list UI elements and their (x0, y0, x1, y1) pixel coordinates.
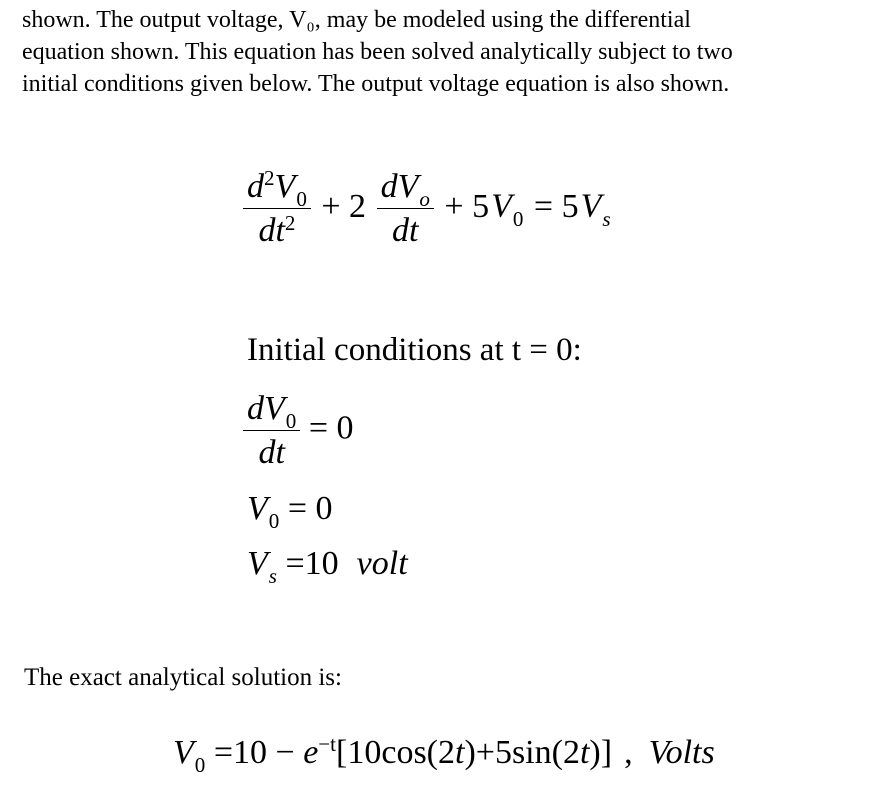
equals-five: = 5 (533, 187, 579, 225)
intro-line-3: initial conditions given below. The output voltage equation is also shown. (22, 71, 730, 97)
voltage-initial-condition: $V_0 = 0$ (247, 490, 333, 533)
intro-paragraph (22, 4, 862, 100)
source-voltage-symbol: V (580, 187, 602, 225)
first-derivative-denominator: dt (392, 212, 419, 250)
initial-conditions-title: Initial conditions at t = 0: (247, 332, 582, 368)
differential-equation (243, 168, 611, 250)
source-voltage-subscript: s (602, 206, 611, 231)
solution-label: The exact analytical solution is: (24, 664, 342, 691)
plus-five-coefficient: + 5 (444, 187, 490, 225)
output-voltage-symbol: V (491, 187, 512, 225)
second-derivative-numerator: $d^2V_0$ (247, 166, 307, 211)
derivative-initial-condition (243, 390, 354, 472)
intro-line-1: shown. The output voltage, V₀, may be modeled using the differential (22, 7, 691, 33)
first-derivative-numerator: $dV_o$ (380, 168, 430, 211)
plus-two-coefficient: + 2 (321, 187, 367, 225)
volt-unit: volt (356, 545, 408, 582)
source-voltage-value: =10 (285, 545, 339, 582)
second-derivative-denominator: $dt^2$ (258, 210, 296, 250)
volts-unit: Volts (648, 734, 715, 771)
derivative-condition-value: = 0 (308, 409, 354, 447)
source-voltage-condition: $V_s =10$ volt (247, 545, 408, 588)
first-derivative-term (377, 168, 434, 250)
second-derivative-term (243, 168, 311, 250)
intro-line-2: equation shown. This equation has been solved analytically subject to two (22, 39, 733, 65)
output-voltage-subscript: 0 (512, 206, 524, 231)
derivative-fraction: $\frac{dV_0}{dt}$ (243, 390, 300, 472)
analytical-solution-equation: $V_0 =10 - e^{-t}[10\cos(2t)+5\sin(2t)]$ , Volts (173, 732, 715, 777)
voltage-condition-value: = 0 (287, 490, 333, 527)
